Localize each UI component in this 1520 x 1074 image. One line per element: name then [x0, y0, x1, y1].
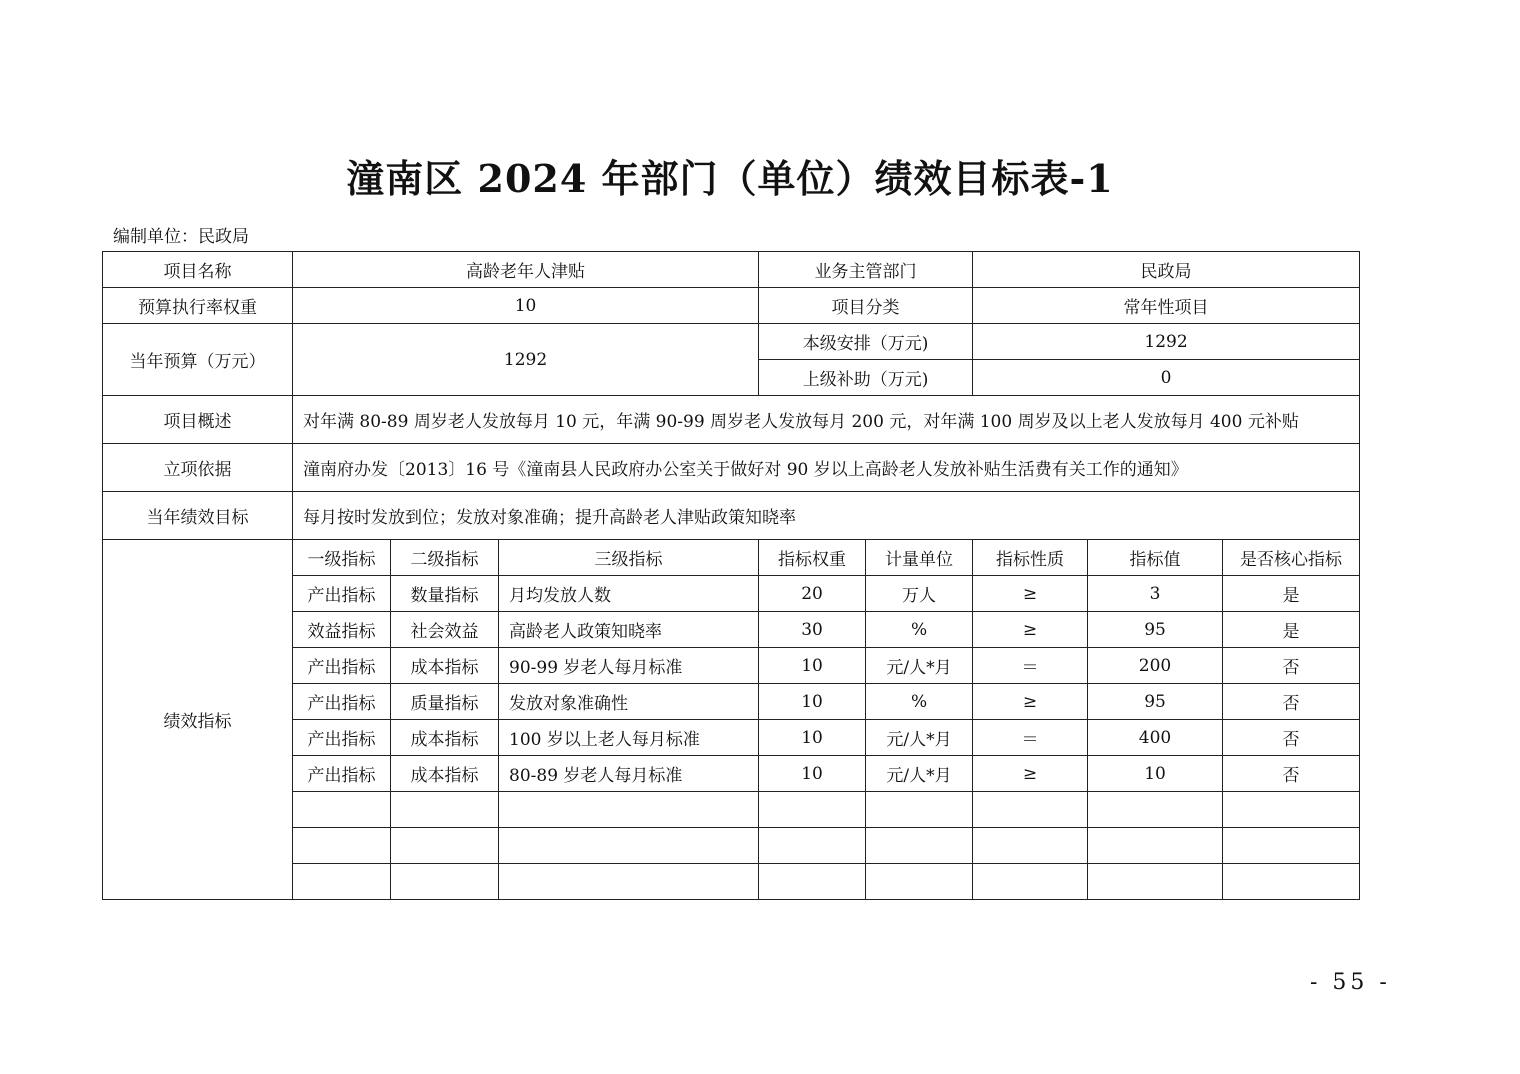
level1-cell: 效益指标 — [293, 612, 391, 648]
goal-label: 当年绩效目标 — [103, 492, 293, 540]
empty-cell — [866, 864, 973, 900]
header-cell: 指标性质 — [973, 540, 1088, 576]
header-cell: 计量单位 — [866, 540, 973, 576]
overview-label: 项目概述 — [103, 396, 293, 444]
weight-row — [103, 288, 1360, 324]
upper-value: 0 — [973, 360, 1360, 396]
empty-cell — [391, 864, 499, 900]
dept-label: 业务主管部门 — [759, 252, 973, 288]
core-cell: 是 — [1223, 612, 1360, 648]
header-cell: 三级指标 — [499, 540, 759, 576]
nature-cell: ≥ — [973, 612, 1088, 648]
unit-cell: 元/人*月 — [866, 756, 973, 792]
empty-cell — [973, 828, 1088, 864]
value-cell: 10 — [1088, 756, 1223, 792]
empty-cell — [759, 864, 866, 900]
level1-cell: 产出指标 — [293, 756, 391, 792]
value-cell: 200 — [1088, 648, 1223, 684]
document-title: 潼南区 2024 年部门（单位）绩效目标表-1 — [346, 156, 1114, 201]
header-cell: 指标权重 — [759, 540, 866, 576]
goal-value: 每月按时发放到位；发放对象准确；提升高龄老人津贴政策知晓率 — [293, 492, 1360, 540]
level3-cell: 80-89 岁老人每月标准 — [499, 756, 759, 792]
empty-cell — [293, 828, 391, 864]
level3-cell: 90-99 岁老人每月标准 — [499, 648, 759, 684]
empty-cell — [1088, 828, 1223, 864]
core-cell: 否 — [1223, 720, 1360, 756]
level1-cell: 产出指标 — [293, 576, 391, 612]
indicator-header-row — [103, 540, 1360, 576]
unit-cell: % — [866, 612, 973, 648]
level3-cell: 发放对象准确性 — [499, 684, 759, 720]
core-cell: 否 — [1223, 648, 1360, 684]
project-name-value: 高龄老年人津贴 — [293, 252, 759, 288]
weight-cell: 20 — [759, 576, 866, 612]
level3-cell: 100 岁以上老人每月标准 — [499, 720, 759, 756]
empty-cell — [391, 828, 499, 864]
empty-cell — [759, 828, 866, 864]
nature-cell: ≥ — [973, 684, 1088, 720]
performance-target-table — [102, 251, 1360, 900]
level2-cell: 数量指标 — [391, 576, 499, 612]
value-cell: 400 — [1088, 720, 1223, 756]
project-name-label: 项目名称 — [103, 252, 293, 288]
empty-cell — [973, 864, 1088, 900]
nature-cell: ≥ — [973, 576, 1088, 612]
indicator-section-label: 绩效指标 — [103, 540, 293, 900]
goal-row — [103, 492, 1360, 540]
empty-cell — [1088, 864, 1223, 900]
nature-cell: ＝ — [973, 648, 1088, 684]
category-value: 常年性项目 — [973, 288, 1360, 324]
level1-cell: 产出指标 — [293, 684, 391, 720]
dept-value: 民政局 — [973, 252, 1360, 288]
budget-label: 当年预算（万元） — [103, 324, 293, 396]
level1-cell: 产出指标 — [293, 648, 391, 684]
empty-cell — [973, 792, 1088, 828]
level3-cell: 月均发放人数 — [499, 576, 759, 612]
header-cell: 一级指标 — [293, 540, 391, 576]
local-label: 本级安排（万元) — [759, 324, 973, 360]
empty-cell — [1223, 828, 1360, 864]
header-cell: 指标值 — [1088, 540, 1223, 576]
empty-cell — [293, 792, 391, 828]
level3-cell: 高龄老人政策知晓率 — [499, 612, 759, 648]
compiling-unit: 编制单位：民政局 — [113, 227, 249, 247]
empty-cell — [499, 792, 759, 828]
level1-cell: 产出指标 — [293, 720, 391, 756]
unit-cell: 元/人*月 — [866, 720, 973, 756]
overview-value: 对年满 80-89 周岁老人发放每月 10 元，年满 90-99 周岁老人发放每月 200 元，对年满 100 周岁及以上老人发放每月 400 元补贴 — [293, 396, 1360, 444]
page-number: - 55 - — [1310, 970, 1391, 995]
header-cell: 是否核心指标 — [1223, 540, 1360, 576]
level2-cell: 质量指标 — [391, 684, 499, 720]
core-cell: 是 — [1223, 576, 1360, 612]
overview-row — [103, 396, 1360, 444]
empty-cell — [1223, 864, 1360, 900]
basis-row — [103, 444, 1360, 492]
weight-label: 预算执行率权重 — [103, 288, 293, 324]
basis-value: 潼南府办发〔2013〕16 号《潼南县人民政府办公室关于做好对 90 岁以上高龄老人发放补贴生活费有关工作的通知》 — [293, 444, 1360, 492]
empty-cell — [499, 864, 759, 900]
project-name-row — [103, 252, 1360, 288]
weight-cell: 30 — [759, 612, 866, 648]
value-cell: 95 — [1088, 612, 1223, 648]
core-cell: 否 — [1223, 756, 1360, 792]
weight-cell: 10 — [759, 684, 866, 720]
empty-cell — [866, 792, 973, 828]
weight-cell: 10 — [759, 756, 866, 792]
level2-cell: 成本指标 — [391, 648, 499, 684]
weight-cell: 10 — [759, 648, 866, 684]
budget-row — [103, 324, 1360, 360]
empty-cell — [1223, 792, 1360, 828]
empty-cell — [1088, 792, 1223, 828]
level2-cell: 成本指标 — [391, 720, 499, 756]
nature-cell: ＝ — [973, 720, 1088, 756]
empty-cell — [293, 864, 391, 900]
category-label: 项目分类 — [759, 288, 973, 324]
weight-cell: 10 — [759, 720, 866, 756]
basis-label: 立项依据 — [103, 444, 293, 492]
budget-value: 1292 — [293, 324, 759, 396]
value-cell: 3 — [1088, 576, 1223, 612]
level2-cell: 成本指标 — [391, 756, 499, 792]
level2-cell: 社会效益 — [391, 612, 499, 648]
local-value: 1292 — [973, 324, 1360, 360]
nature-cell: ≥ — [973, 756, 1088, 792]
core-cell: 否 — [1223, 684, 1360, 720]
unit-cell: 元/人*月 — [866, 648, 973, 684]
empty-cell — [499, 828, 759, 864]
unit-cell: 万人 — [866, 576, 973, 612]
value-cell: 95 — [1088, 684, 1223, 720]
empty-cell — [391, 792, 499, 828]
weight-value: 10 — [293, 288, 759, 324]
empty-cell — [759, 792, 866, 828]
upper-label: 上级补助（万元) — [759, 360, 973, 396]
header-cell: 二级指标 — [391, 540, 499, 576]
empty-cell — [866, 828, 973, 864]
unit-cell: % — [866, 684, 973, 720]
